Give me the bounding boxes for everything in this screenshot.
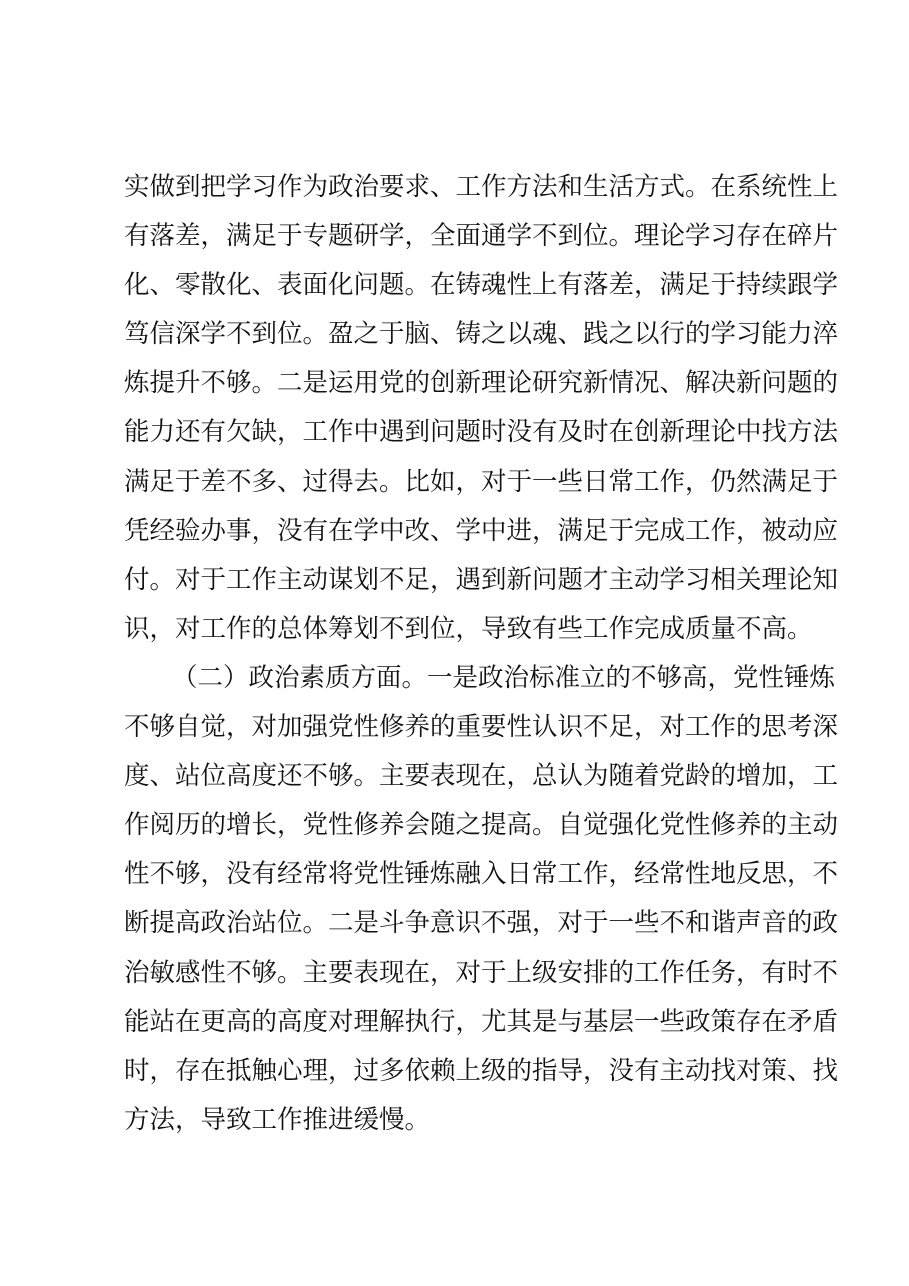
text-line: 能力还有欠缺，工作中遇到问题时没有及时在创新理论中找方法 — [124, 417, 839, 448]
text-line: 断提高政治站位。二是斗争意识不强，对于一些不和谐声音的政 — [124, 908, 839, 939]
text-line: 炼提升不够。二是运用党的创新理论研究新情况、解决新问题的 — [124, 368, 839, 399]
text-line: 笃信深学不到位。盈之于脑、铸之以魂、践之以行的学习能力淬 — [124, 319, 839, 350]
text-line: 付。对于工作主动谋划不足，遇到新问题才主动学习相关理论知 — [124, 564, 839, 595]
text-line: 能站在更高的高度对理解执行，尤其是与基层一些政策存在矛盾 — [124, 1006, 839, 1037]
section-heading-line: （二）政治素质方面。一是政治标准立的不够高，党性锤炼 — [172, 662, 836, 693]
text-line: 化、零散化、表面化问题。在铸魂性上有落差，满足于持续跟学 — [124, 270, 839, 301]
text-line: 实做到把学习作为政治要求、工作方法和生活方式。在系统性上 — [124, 172, 839, 202]
text-line: 不够自觉，对加强党性修养的重要性认识不足，对工作的思考深 — [124, 712, 839, 743]
text-line: 性不够，没有经常将党性锤炼融入日常工作，经常性地反思，不 — [124, 859, 839, 890]
paragraph-end-line: 识，对工作的总体筹划不到位，导致有些工作完成质量不高。 — [124, 613, 813, 644]
text-line: 有落差，满足于专题研学，全面通学不到位。理论学习存在碎片 — [124, 221, 839, 252]
text-line: 作阅历的增长，党性修养会随之提高。自觉强化党性修养的主动 — [124, 810, 839, 841]
body-text — [124, 163, 839, 1145]
text-line: 时，存在抵触心理，过多依赖上级的指导，没有主动找对策、找 — [124, 1055, 839, 1086]
text-line: 凭经验办事，没有在学中改、学中进，满足于完成工作，被动应 — [124, 515, 839, 546]
text-line: 度、站位高度还不够。主要表现在，总认为随着党龄的增加，工 — [124, 761, 839, 792]
paragraph-end-line: 方法，导致工作推进缓慢。 — [124, 1104, 431, 1135]
text-line: 治敏感性不够。主要表现在，对于上级安排的工作任务，有时不 — [124, 957, 839, 988]
text-line: 满足于差不多、过得去。比如，对于一些日常工作，仍然满足于 — [124, 466, 839, 497]
